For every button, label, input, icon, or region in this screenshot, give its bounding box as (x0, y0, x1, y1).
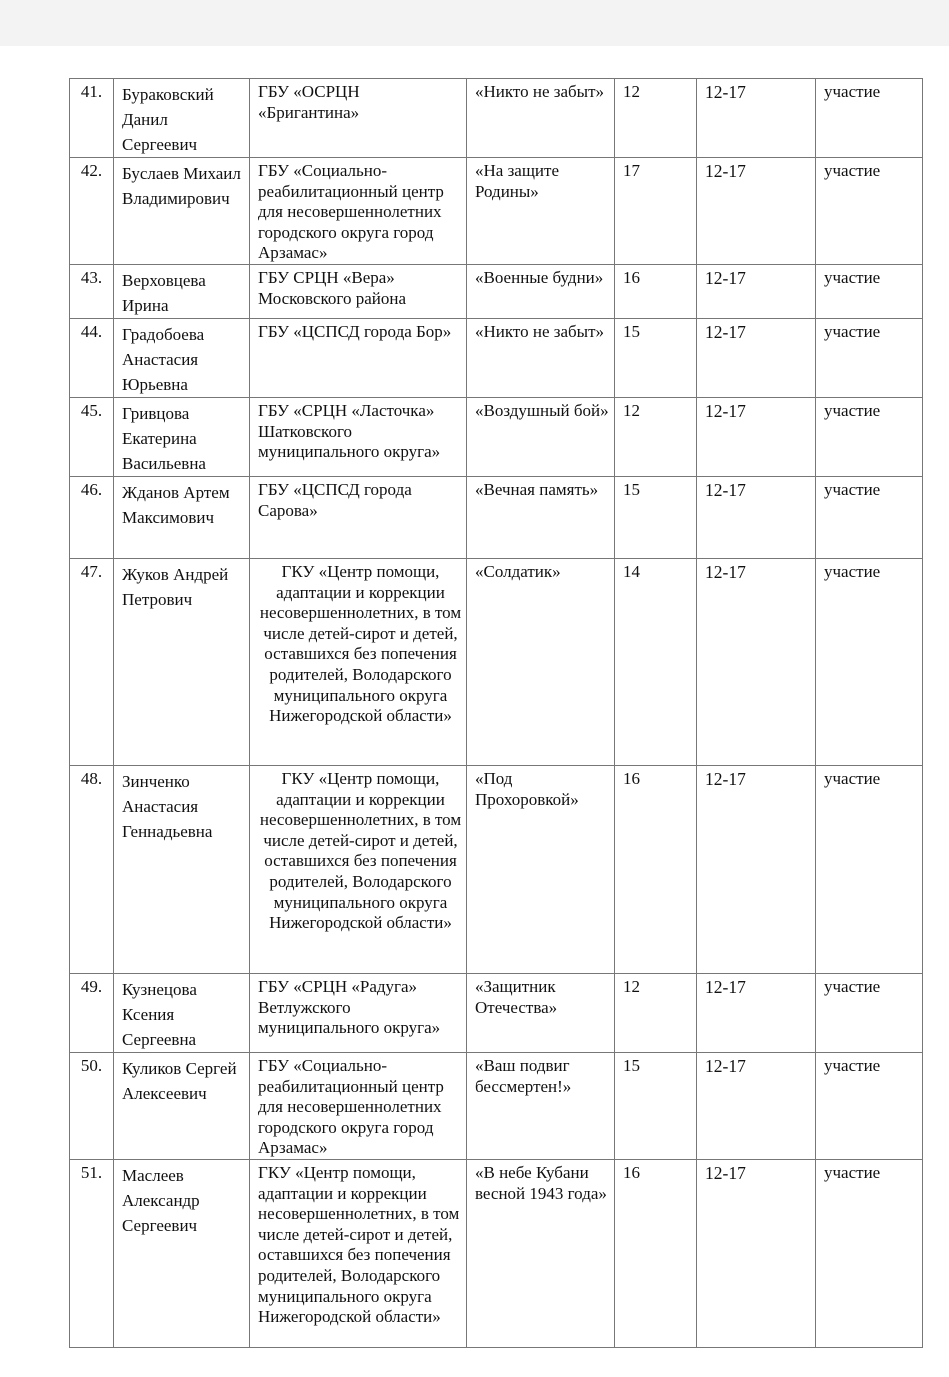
result-cell: участие (816, 973, 923, 1052)
work-title-cell: «Под Прохоровкой» (467, 765, 615, 973)
row-number-cell: 51. (70, 1159, 114, 1347)
table-body (70, 79, 923, 1348)
age-cell: 12 (615, 973, 697, 1052)
result-cell: участие (816, 397, 923, 476)
row-number-cell: 41. (70, 79, 114, 158)
age-category-cell: 12-17 (697, 79, 816, 158)
organization-cell: ГКУ «Центр помощи, адаптации и коррекции несовершеннолетних, в том числе детей-сирот и детей, оставшихся без попечения родителей, Володарского муниципального округа Нижегородской области» (250, 558, 467, 765)
work-title-cell: «Военные будни» (467, 264, 615, 318)
participant-name-cell: Маслеев Александр Сергеевич (114, 1159, 250, 1347)
organization-cell: ГКУ «Центр помощи, адаптации и коррекции несовершеннолетних, в том числе детей-сирот и детей, оставшихся без попечения родителей, Володарского муниципального округа Нижегородской области» (250, 765, 467, 973)
table-row (70, 476, 923, 558)
work-title-cell: «В небе Кубани весной 1943 года» (467, 1159, 615, 1347)
age-cell: 15 (615, 318, 697, 397)
table-row (70, 973, 923, 1052)
participant-name-cell: Гривцова Екатерина Васильевна (114, 397, 250, 476)
work-title-cell: «Воздушный бой» (467, 397, 615, 476)
age-cell: 16 (615, 1159, 697, 1347)
row-number-cell: 46. (70, 476, 114, 558)
participant-name-cell: Кузнецова Ксения Сергеевна (114, 973, 250, 1052)
work-title-cell: «Никто не забыт» (467, 79, 615, 158)
participant-name-cell: Куликов Сергей Алексеевич (114, 1052, 250, 1159)
row-number-cell: 48. (70, 765, 114, 973)
participant-name-cell: Зинченко Анастасия Геннадьевна (114, 765, 250, 973)
table-row (70, 318, 923, 397)
row-number-cell: 47. (70, 558, 114, 765)
result-cell: участие (816, 264, 923, 318)
table-row (70, 558, 923, 765)
age-category-cell: 12-17 (697, 397, 816, 476)
work-title-cell: «Никто не забыт» (467, 318, 615, 397)
row-number-cell: 45. (70, 397, 114, 476)
age-cell: 17 (615, 158, 697, 265)
result-cell: участие (816, 765, 923, 973)
row-number-cell: 44. (70, 318, 114, 397)
participants-table-container (69, 78, 923, 1348)
age-category-cell: 12-17 (697, 973, 816, 1052)
age-cell: 16 (615, 765, 697, 973)
work-title-cell: «Солдатик» (467, 558, 615, 765)
age-category-cell: 12-17 (697, 264, 816, 318)
top-bar (0, 0, 949, 46)
row-number-cell: 42. (70, 158, 114, 265)
work-title-cell: «Ваш подвиг бессмертен!» (467, 1052, 615, 1159)
age-category-cell: 12-17 (697, 1052, 816, 1159)
age-cell: 14 (615, 558, 697, 765)
age-category-cell: 12-17 (697, 558, 816, 765)
organization-cell: ГБУ «ОСРЦН «Бригантина» (250, 79, 467, 158)
participant-name-cell: Градобоева Анастасия Юрьевна (114, 318, 250, 397)
participants-table (69, 78, 923, 1348)
age-cell: 15 (615, 1052, 697, 1159)
age-cell: 12 (615, 79, 697, 158)
age-category-cell: 12-17 (697, 476, 816, 558)
age-category-cell: 12-17 (697, 158, 816, 265)
organization-cell: ГБУ «СРЦН «Радуга» Ветлужского муниципального округа» (250, 973, 467, 1052)
age-category-cell: 12-17 (697, 765, 816, 973)
row-number-cell: 49. (70, 973, 114, 1052)
result-cell: участие (816, 158, 923, 265)
organization-cell: ГБУ «Социально-реабилитационный центр для несовершеннолетних городского округа город Арзамас» (250, 1052, 467, 1159)
participant-name-cell: Буслаев Михаил Владимирович (114, 158, 250, 265)
organization-cell: ГБУ «СРЦН «Ласточка» Шатковского муниципального округа» (250, 397, 467, 476)
result-cell: участие (816, 476, 923, 558)
table-row (70, 765, 923, 973)
row-number-cell: 50. (70, 1052, 114, 1159)
table-row (70, 1052, 923, 1159)
result-cell: участие (816, 1159, 923, 1347)
organization-cell: ГКУ «Центр помощи, адаптации и коррекции несовершеннолетних, в том числе детей-сирот и детей, оставшихся без попечения родителей, Володарского муниципального округа Нижегородской области» (250, 1159, 467, 1347)
age-cell: 15 (615, 476, 697, 558)
table-row (70, 1159, 923, 1347)
participant-name-cell: Жуков Андрей Петрович (114, 558, 250, 765)
table-row (70, 264, 923, 318)
organization-cell: ГБУ СРЦН «Вера» Московского района (250, 264, 467, 318)
work-title-cell: «Защитник Отечества» (467, 973, 615, 1052)
age-cell: 12 (615, 397, 697, 476)
age-category-cell: 12-17 (697, 1159, 816, 1347)
organization-cell: ГБУ «Социально-реабилитационный центр для несовершеннолетних городского округа город Арзамас» (250, 158, 467, 265)
result-cell: участие (816, 1052, 923, 1159)
table-row (70, 79, 923, 158)
row-number-cell: 43. (70, 264, 114, 318)
organization-cell: ГБУ «ЦСПСД города Сарова» (250, 476, 467, 558)
table-row (70, 158, 923, 265)
work-title-cell: «На защите Родины» (467, 158, 615, 265)
participant-name-cell: Верховцева Ирина (114, 264, 250, 318)
participant-name-cell: Жданов Артем Максимович (114, 476, 250, 558)
age-category-cell: 12-17 (697, 318, 816, 397)
table-row (70, 397, 923, 476)
result-cell: участие (816, 318, 923, 397)
result-cell: участие (816, 79, 923, 158)
work-title-cell: «Вечная память» (467, 476, 615, 558)
result-cell: участие (816, 558, 923, 765)
participant-name-cell: Бураковский Данил Сергеевич (114, 79, 250, 158)
age-cell: 16 (615, 264, 697, 318)
organization-cell: ГБУ «ЦСПСД города Бор» (250, 318, 467, 397)
